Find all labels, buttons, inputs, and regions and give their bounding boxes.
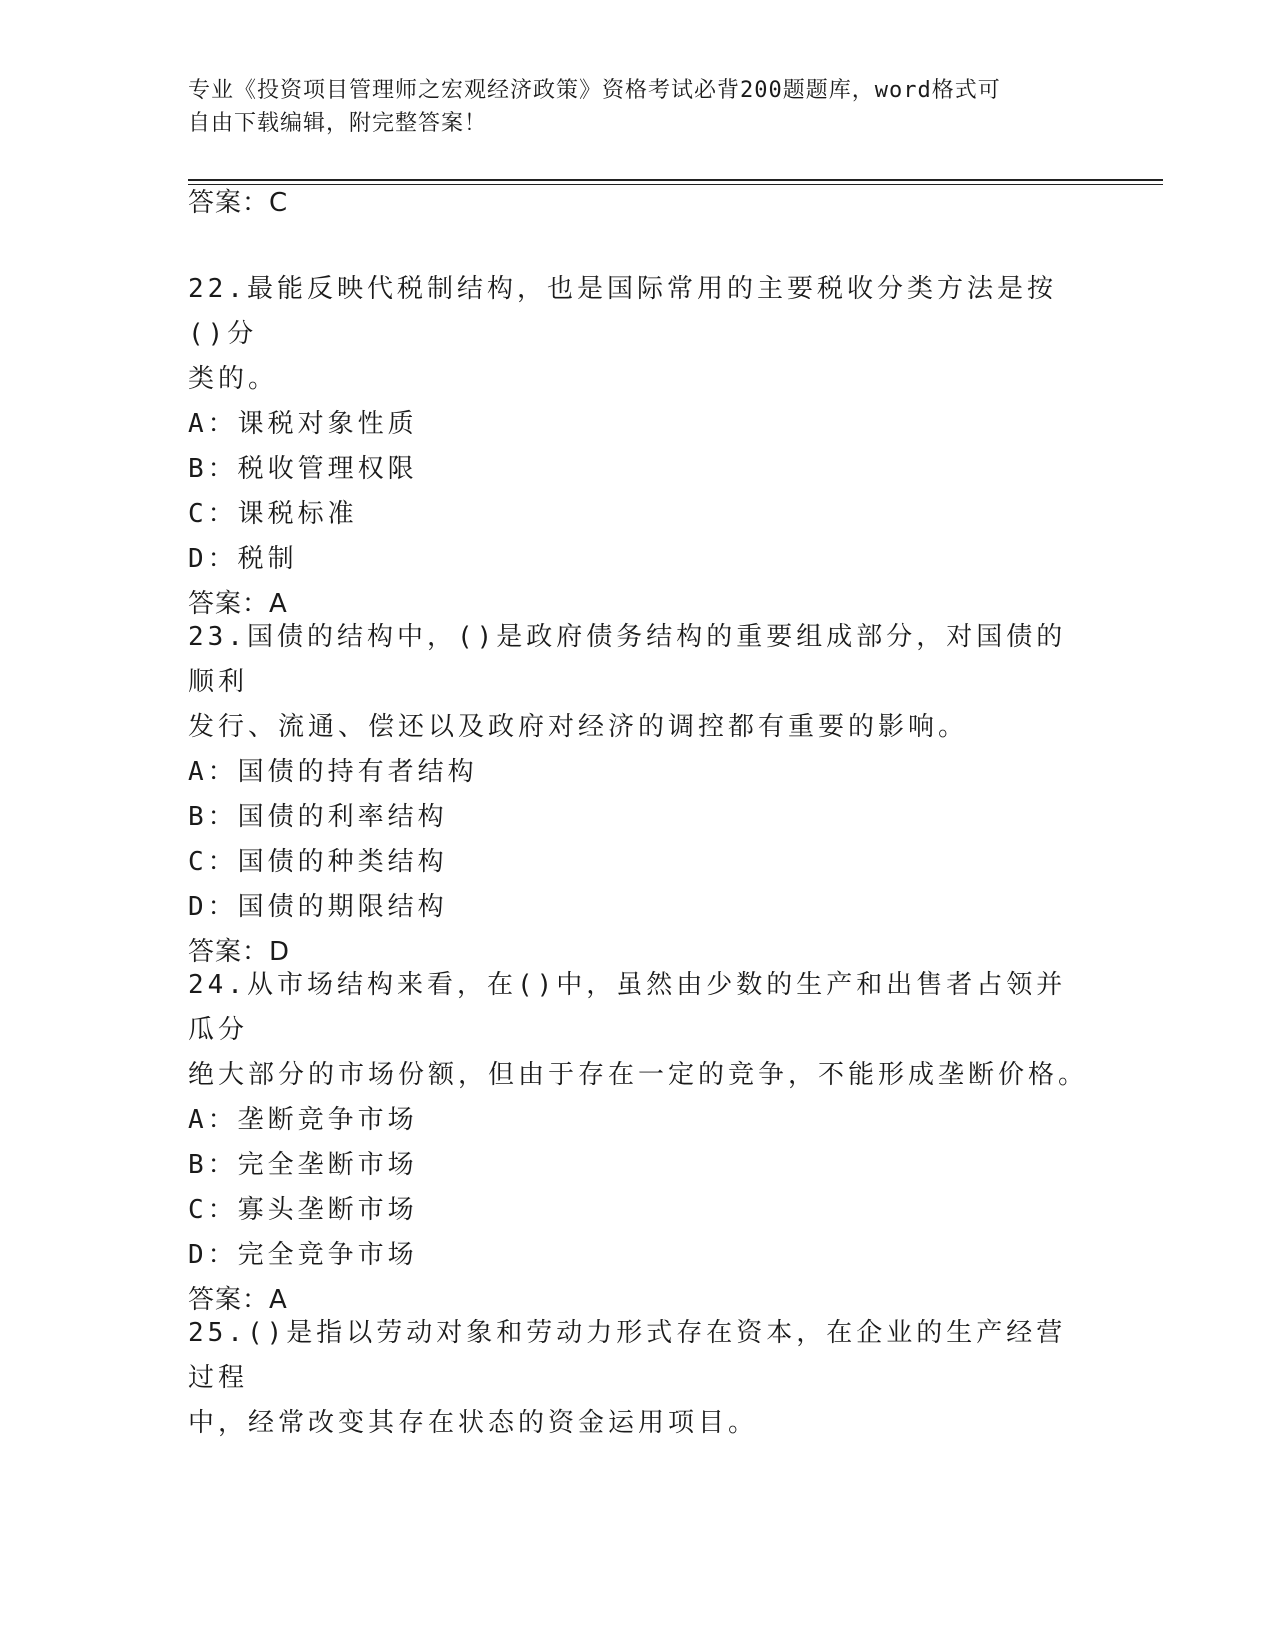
option-d: D：完全竞争市场 — [188, 1240, 418, 1270]
answer-line: 答案：C — [188, 188, 289, 218]
option-b: B：税收管理权限 — [188, 454, 418, 484]
question-stem-line: 类的。 — [188, 364, 279, 394]
question-stem-line: 25.()是指以劳动对象和劳动力形式存在资本，在企业的生产经营过程 — [188, 1318, 1067, 1393]
option-c: C：课税标准 — [188, 499, 358, 529]
question-stem-line: 中，经常改变其存在状态的资金运用项目。 — [188, 1408, 759, 1438]
header-line-1: 专业《投资项目管理师之宏观经济政策》资格考试必背200题题库，word格式可 — [188, 78, 1001, 103]
option-b: B：国债的利率结构 — [188, 802, 448, 832]
option-c: C：寡头垄断市场 — [188, 1195, 418, 1225]
option-d: D：国债的期限结构 — [188, 892, 448, 922]
document-page — [188, 0, 1163, 1650]
question-stem-line: 发行、流通、偿还以及政府对经济的调控都有重要的影响。 — [188, 712, 969, 742]
document-header — [188, 74, 1088, 140]
option-a: A：国债的持有者结构 — [188, 757, 478, 787]
option-d: D：税制 — [188, 544, 298, 574]
question-25 — [188, 1311, 1088, 1446]
answer-line: 答案：A — [188, 1285, 288, 1315]
option-a: A：垄断竞争市场 — [188, 1105, 418, 1135]
question-stem-line: 22.最能反映代税制结构，也是国际常用的主要税收分类方法是按()分 — [188, 274, 1057, 349]
answer-line: 答案：D — [188, 937, 291, 967]
option-a: A：课税对象性质 — [188, 409, 418, 439]
answer-line: 答案：A — [188, 589, 288, 619]
question-24 — [188, 963, 1088, 1323]
option-c: C：国债的种类结构 — [188, 847, 448, 877]
question-23 — [188, 615, 1088, 975]
question-stem-line: 24.从市场结构来看，在()中，虽然由少数的生产和出售者占领并瓜分 — [188, 970, 1067, 1045]
question-22 — [188, 267, 1088, 627]
question-stem-line: 绝大部分的市场份额，但由于存在一定的竞争，不能形成垄断价格。 — [188, 1060, 1089, 1090]
header-line-2: 自由下载编辑，附完整答案！ — [188, 111, 488, 136]
option-b: B：完全垄断市场 — [188, 1150, 418, 1180]
question-stem-line: 23.国债的结构中，()是政府债务结构的重要组成部分，对国债的顺利 — [188, 622, 1067, 697]
